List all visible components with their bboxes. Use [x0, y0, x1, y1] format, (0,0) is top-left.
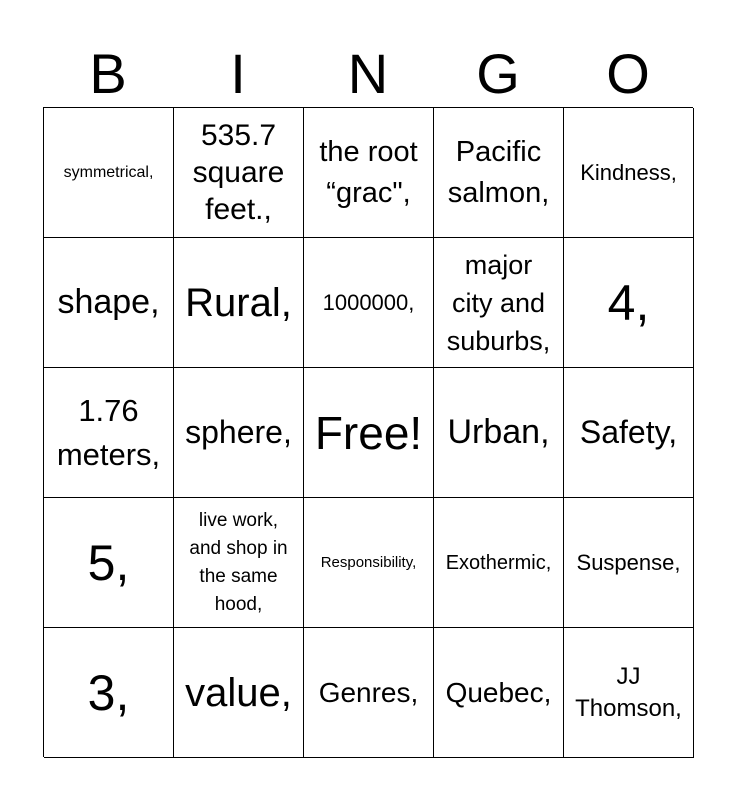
- bingo-cell-r5-c3[interactable]: [304, 628, 434, 758]
- cell-text: Kindness,: [580, 159, 677, 185]
- bingo-cell-r3-c3[interactable]: [304, 368, 434, 498]
- cell-text: major city and suburbs,: [446, 249, 551, 356]
- cell-text: live work, and shop in the same hood,: [189, 509, 288, 615]
- bingo-cell-r4-c2[interactable]: [174, 498, 304, 628]
- bingo-cell-r1-c1[interactable]: [44, 108, 174, 238]
- cell-text: Pacific salmon,: [447, 135, 550, 209]
- bingo-header: [43, 40, 693, 108]
- cell-text: value,: [185, 670, 292, 715]
- bingo-cell-r1-c3[interactable]: [304, 108, 434, 238]
- cell-text: the root “grac",: [319, 135, 418, 209]
- cell-text: shape,: [57, 283, 160, 321]
- header-letter-n: N: [347, 42, 389, 105]
- cell-text: 1000000,: [322, 289, 415, 315]
- cell-text: Quebec,: [445, 676, 552, 708]
- cell-text: 3,: [87, 664, 130, 721]
- cell-text: 535.7 square feet.,: [192, 119, 285, 226]
- bingo-cell-r2-c4[interactable]: [434, 238, 564, 368]
- bingo-cell-r5-c2[interactable]: [174, 628, 304, 758]
- bingo-cell-r3-c4[interactable]: [434, 368, 564, 498]
- bingo-cell-r5-c1[interactable]: [44, 628, 174, 758]
- header-letter-b: B: [89, 42, 127, 105]
- cell-text: symmetrical,: [63, 164, 154, 181]
- bingo-cell-r4-c5[interactable]: [564, 498, 694, 628]
- free-space-text: Free!: [314, 406, 423, 459]
- header-letter-i: I: [230, 42, 246, 105]
- cell-text: 4,: [607, 274, 650, 331]
- cell-text: Safety,: [579, 414, 678, 450]
- bingo-cell-r3-c5[interactable]: [564, 368, 694, 498]
- bingo-cell-r2-c1[interactable]: [44, 238, 174, 368]
- cell-text: Exothermic,: [445, 551, 552, 574]
- bingo-cell-r4-c4[interactable]: [434, 498, 564, 628]
- cell-text: JJ Thomson,: [575, 662, 682, 722]
- bingo-cell-r4-c3[interactable]: [304, 498, 434, 628]
- bingo-cell-r5-c5[interactable]: [564, 628, 694, 758]
- bingo-cell-r5-c4[interactable]: [434, 628, 564, 758]
- bingo-cell-r1-c4[interactable]: [434, 108, 564, 238]
- bingo-cell-r3-c2[interactable]: [174, 368, 304, 498]
- bingo-cell-r2-c3[interactable]: [304, 238, 434, 368]
- cell-text: 5,: [87, 534, 130, 591]
- cell-text: Urban,: [447, 413, 550, 451]
- header-letter-g: G: [476, 42, 520, 105]
- bingo-cell-r3-c1[interactable]: [44, 368, 174, 498]
- cell-text: Rural,: [185, 280, 292, 325]
- header-letter-o: O: [606, 42, 650, 105]
- bingo-cell-r1-c2[interactable]: [174, 108, 304, 238]
- cell-text: Genres,: [318, 676, 419, 708]
- bingo-cell-r1-c5[interactable]: [564, 108, 694, 238]
- bingo-grid: [43, 107, 693, 757]
- cell-text: Responsibility,: [320, 553, 417, 571]
- cell-text: sphere,: [185, 414, 292, 450]
- cell-text: Suspense,: [576, 549, 681, 575]
- bingo-cell-r2-c5[interactable]: [564, 238, 694, 368]
- bingo-cell-r4-c1[interactable]: [44, 498, 174, 628]
- cell-text: 1.76 meters,: [56, 392, 161, 472]
- bingo-cell-r2-c2[interactable]: [174, 238, 304, 368]
